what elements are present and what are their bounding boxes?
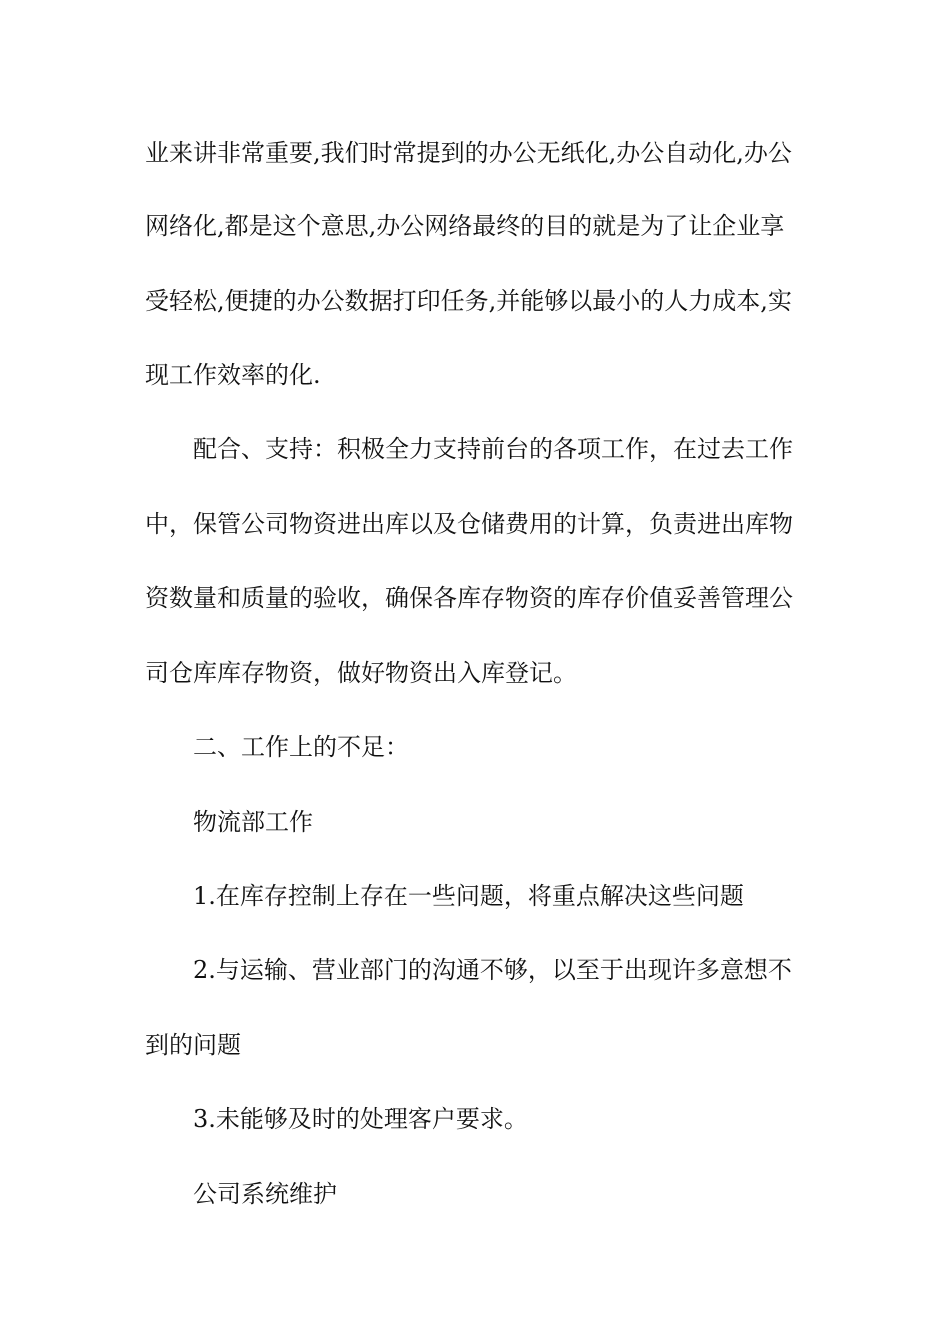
paragraph-line: 现工作效率的化. xyxy=(145,361,321,389)
list-item-continuation: 到的问题 xyxy=(145,1031,241,1059)
list-item: 2.与运输、营业部门的沟通不够，以至于出现许多意想不 xyxy=(193,956,792,984)
paragraph-line: 司仓库库存物资，做好物资出入库登记。 xyxy=(145,659,577,687)
paragraph-line: 配合、支持：积极全力支持前台的各项工作，在过去工作 xyxy=(193,435,793,463)
paragraph-line: 中，保管公司物资进出库以及仓储费用的计算，负责进出库物 xyxy=(145,510,793,538)
list-item: 3.未能够及时的处理客户要求。 xyxy=(193,1105,528,1133)
paragraph-line: 业来讲非常重要,我们时常提到的办公无纸化,办公自动化,办公 xyxy=(145,139,792,167)
section-heading: 二、工作上的不足： xyxy=(193,733,409,761)
paragraph-line: 网络化,都是这个意思,办公网络最终的目的就是为了让企业享 xyxy=(145,212,785,240)
paragraph-line: 资数量和质量的验收，确保各库存物资的库存价值妥善管理公 xyxy=(145,584,793,612)
list-item: 1.在库存控制上存在一些问题，将重点解决这些问题 xyxy=(193,882,744,910)
subsection-heading: 公司系统维护 xyxy=(193,1180,337,1208)
subsection-heading: 物流部工作 xyxy=(193,808,313,836)
paragraph-line: 受轻松,便捷的办公数据打印任务,并能够以最小的人力成本,实 xyxy=(145,287,792,315)
